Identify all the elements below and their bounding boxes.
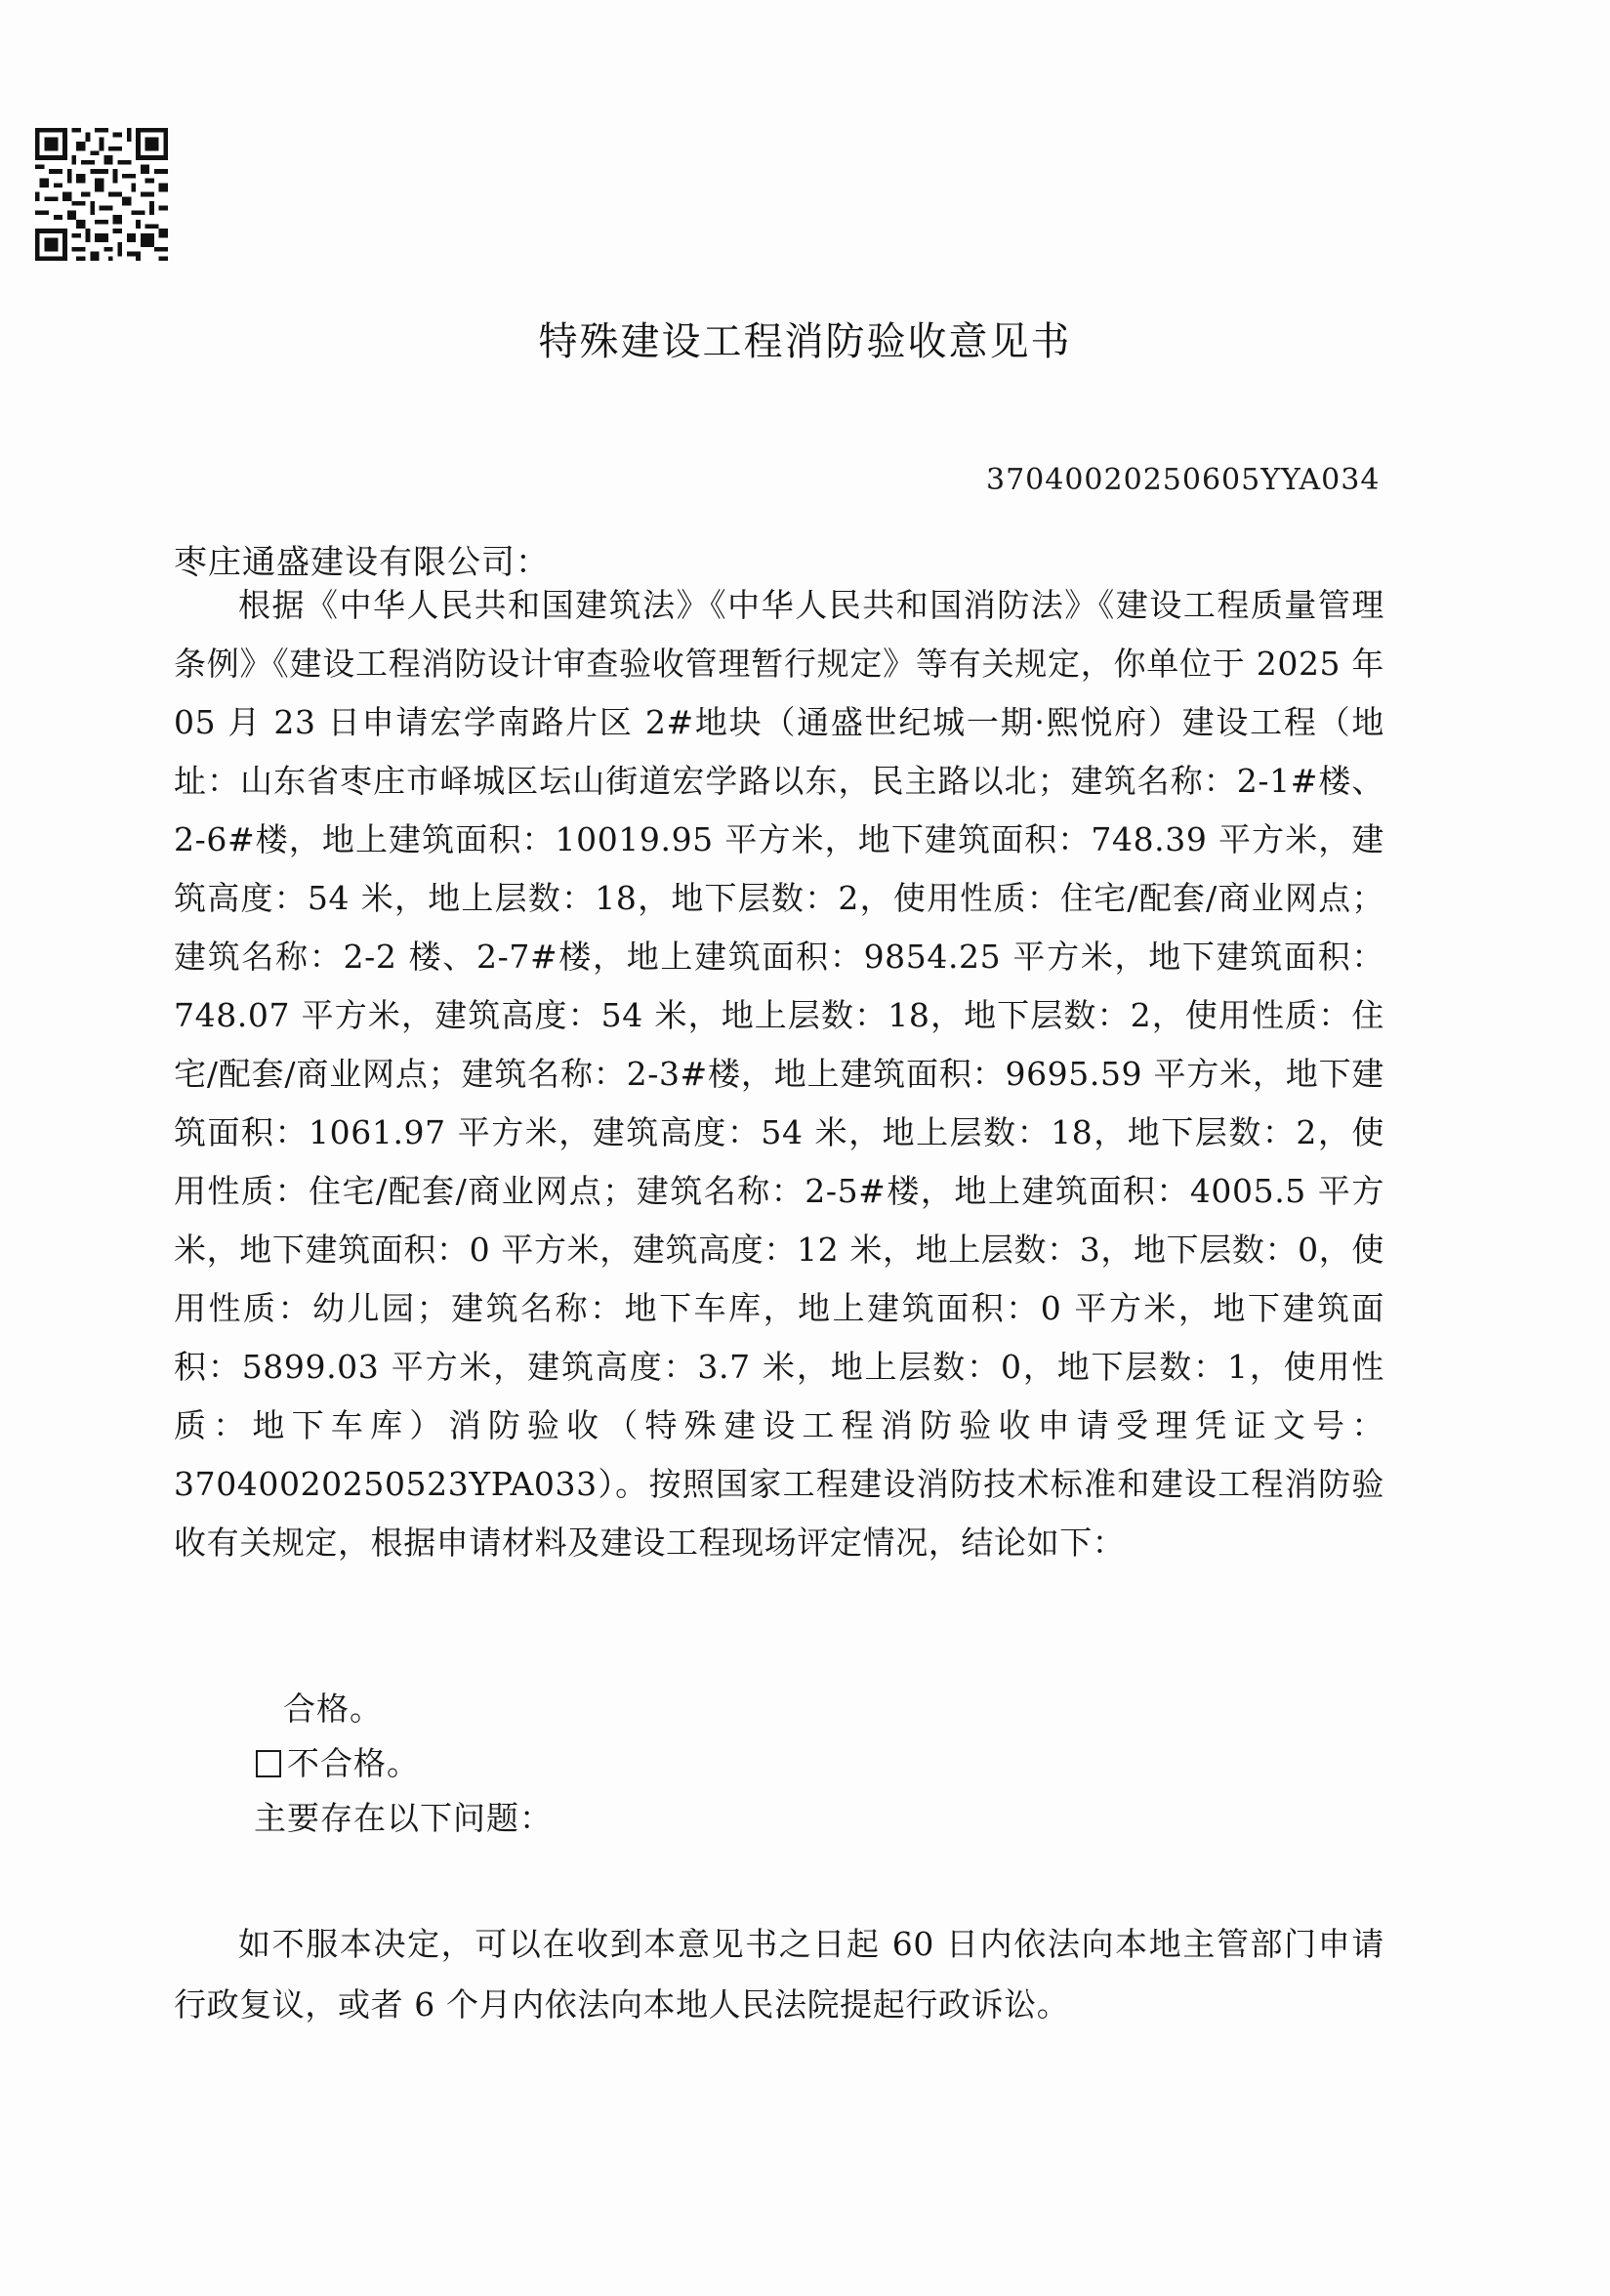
option-pass — [248, 1682, 553, 1736]
document-title: 特殊建设工程消防验收意见书 — [538, 319, 1072, 364]
recipient: 枣庄通盛建设有限公司： — [174, 543, 550, 582]
document-number: 37040020250605YYA034 — [986, 463, 1381, 497]
body-paragraph: 根据《中华人民共和国建筑法》《中华人民共和国消防法》《建设工程质量管理条例》《建设工程消防设计审查验收管理暂行规定》等有关规定，你单位于 2025 年 05 月 23 日申请宏学南路片区 2#地块（通盛世纪城一期·熙悦府）建设工程（地址：山东省枣庄市峄城区坛山街道宏学路以东，民主路以北；建筑名称：2-1#楼、2-6#楼，地上建筑面积：10019.95 平方米，地下建筑面积：748.39 平方米，建筑高度：54 米，地上层数：18，地下层数：2，使用性质：住宅/配套/商业网点；建筑名称：2-2 楼、2-7#楼，地上建筑面积：9854.25 平方米，地下建筑面积：748.07 平方米，建筑高度：54 米，地上层数：18，地下层数：2，使用性质：住宅/配套/商业网点；建筑名称：2-3#楼，地上建筑面积：9695.59 平方米，地下建筑面积：1061.97 平方米，建筑高度：54 米，地上层数：18，地下层数：2，使用性质：住宅/配套/商业网点；建筑名称：2-5#楼，地上建筑面积：4005.5 平方米，地下建筑面积：0 平方米，建筑高度：12 米，地上层数：3，地下层数：0，使用性质：幼儿园；建筑名称：地下车库，地上建筑面积：0 平方米，地下建筑面积：5899.03 平方米，建筑高度：3.7 米，地上层数：0，地下层数：1，使用性质：地下车库）消防验收（特殊建设工程消防验收申请受理凭证文号：37040020250523YPA033）。按照国家工程建设消防技术标准和建设工程消防验收有关规定，根据申请材料及建设工程现场评定情况，结论如下： — [174, 586, 1384, 1562]
checkbox-empty-icon — [256, 1750, 281, 1777]
appeal-paragraph: 如不服本决定，可以在收到本意见书之日起 60 日内依法向本地主管部门申请行政复议，或者 6 个月内依法向本地人民法院提起行政诉讼。 — [174, 1925, 1384, 2024]
conclusion-options — [248, 1682, 553, 1846]
option-fail — [248, 1736, 553, 1791]
issues-label: 主要存在以下问题： — [254, 1799, 553, 1837]
issues-line — [248, 1791, 553, 1846]
option-fail-label: 不合格。 — [287, 1744, 420, 1782]
option-pass-label: 合格。 — [283, 1690, 383, 1728]
qr-code-icon — [35, 128, 168, 261]
